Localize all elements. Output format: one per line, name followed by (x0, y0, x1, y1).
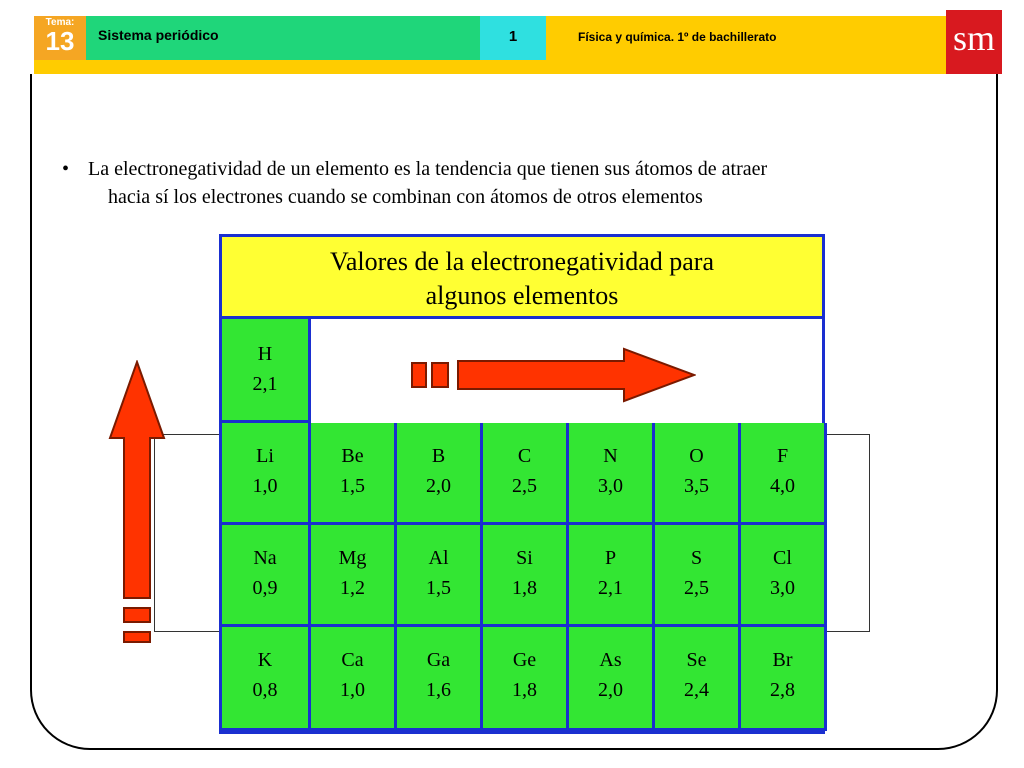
element-symbol: C (517, 445, 532, 467)
element-value: 1,8 (512, 577, 537, 599)
element-value: 2,0 (598, 679, 623, 701)
element-cell-h (222, 319, 311, 423)
element-value: 2,4 (684, 679, 709, 701)
element-symbol: Be (341, 445, 364, 467)
table-title-line-1: Valores de la electronegatividad para (329, 247, 715, 276)
element-value: 3,0 (598, 475, 623, 497)
topic-title: Sistema periódico (98, 27, 219, 43)
element-symbol: Br (772, 649, 793, 671)
element-value: 2,0 (426, 475, 451, 497)
element-value: 2,1 (252, 373, 278, 395)
element-cell-as (569, 627, 655, 731)
definition-paragraph (62, 155, 962, 211)
element-value: 1,8 (512, 679, 537, 701)
element-value: 3,0 (770, 577, 795, 599)
element-symbol: K (257, 649, 273, 671)
element-value: 3,5 (684, 475, 709, 497)
element-cell-se (655, 627, 741, 731)
element-cell-ca (311, 627, 397, 731)
element-symbol: F (776, 445, 789, 467)
element-symbol: Mg (338, 547, 367, 569)
element-cell-si (483, 525, 569, 627)
element-value: 2,8 (770, 679, 795, 701)
publisher-logo (946, 10, 1002, 74)
element-symbol: P (604, 547, 617, 569)
element-cell-cl (741, 525, 827, 627)
element-cell-br (741, 627, 827, 731)
element-symbol: As (599, 649, 622, 671)
element-symbol: Ge (512, 649, 537, 671)
up-arrow-icon (108, 360, 166, 650)
element-cell-ga (397, 627, 483, 731)
element-value: 1,0 (340, 679, 365, 701)
element-symbol: Li (256, 445, 274, 467)
tema-number: 13 (45, 26, 75, 56)
element-value: 4,0 (770, 475, 795, 497)
element-cell-li (222, 423, 311, 525)
element-cell-mg (311, 525, 397, 627)
element-cell-ge (483, 627, 569, 731)
element-value: 1,6 (426, 679, 451, 701)
element-symbol: B (431, 445, 446, 467)
element-value: 2,5 (512, 475, 537, 497)
logo-text: sm (952, 18, 995, 58)
element-symbol: Cl (773, 547, 792, 569)
element-value: 0,8 (252, 679, 278, 701)
element-symbol: Se (686, 649, 707, 671)
element-symbol: Ca (341, 649, 364, 671)
table-title (222, 237, 822, 319)
table-title-line-2: algunos elementos (425, 281, 619, 310)
element-cell-p (569, 525, 655, 627)
element-cell-c (483, 423, 569, 525)
definition-line-1: La electronegatividad de un elemento es la tendencia que tienen sus átomos de atraer (88, 158, 768, 180)
element-cell-na (222, 525, 311, 627)
element-symbol: Ga (426, 649, 451, 671)
tema-badge (34, 16, 86, 60)
electronegativity-table (219, 234, 825, 734)
page-number-box (480, 16, 546, 60)
header-underline (34, 60, 946, 74)
element-cell-n (569, 423, 655, 525)
element-symbol: O (689, 445, 704, 467)
subject-title: Física y química. 1º de bachillerato (578, 30, 777, 44)
element-symbol: H (257, 343, 273, 365)
element-value: 1,0 (252, 475, 278, 497)
element-value: 1,2 (340, 577, 365, 599)
element-cell-o (655, 423, 741, 525)
element-value: 2,5 (684, 577, 709, 599)
element-symbol: N (603, 445, 618, 467)
element-cell-k (222, 627, 311, 731)
right-arrow-icon (410, 347, 696, 403)
bullet-dot-icon: • (62, 158, 70, 180)
element-value: 0,9 (252, 577, 278, 599)
slide-header (34, 16, 946, 60)
page-number: 1 (508, 28, 518, 45)
element-cell-s (655, 525, 741, 627)
element-cell-be (311, 423, 397, 525)
topic-bar (86, 16, 480, 60)
element-cell-al (397, 525, 483, 627)
tema-label: Tema: (45, 17, 75, 28)
element-symbol: Si (516, 547, 533, 569)
element-symbol: S (690, 547, 703, 569)
element-value: 2,1 (598, 577, 623, 599)
subject-bar (546, 16, 946, 60)
element-symbol: Al (428, 547, 449, 569)
element-cell-f (741, 423, 827, 525)
element-value: 1,5 (340, 475, 365, 497)
definition-line-2: hacia sí los electrones cuando se combinan con átomos de otros elementos (108, 186, 703, 208)
element-symbol: Na (253, 547, 277, 569)
element-value: 1,5 (426, 577, 451, 599)
element-cell-b (397, 423, 483, 525)
